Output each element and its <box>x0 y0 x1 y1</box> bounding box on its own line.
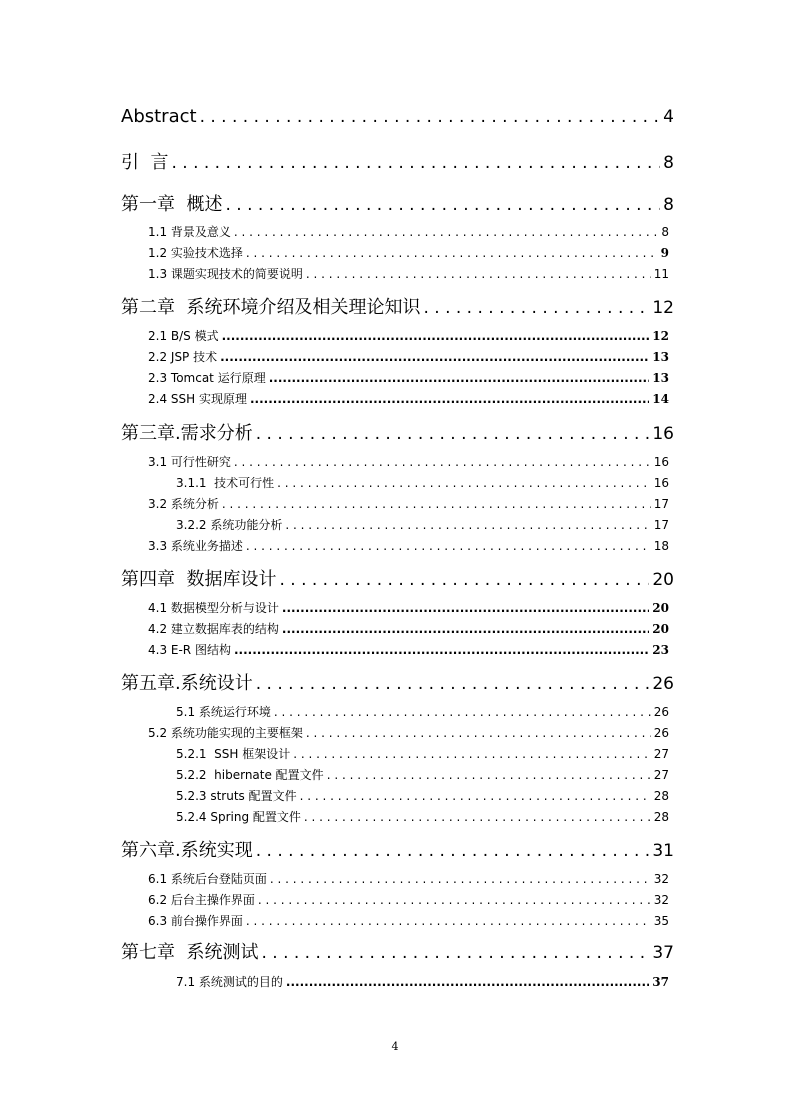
toc-entry-title: 5.2.2 hibernate 配置文件 <box>176 768 324 782</box>
toc-entry-page: 31 <box>652 841 674 861</box>
dot-leader <box>327 768 651 782</box>
toc-entry-title: 第三章.需求分析 <box>121 423 253 444</box>
toc-entry-page: 16 <box>652 424 674 444</box>
toc-entry-page: 28 <box>653 789 669 803</box>
toc-entry-chapter-6[interactable] <box>121 836 674 862</box>
toc-entry-page: 35 <box>653 914 669 928</box>
dot-leader <box>300 789 651 803</box>
toc-entry-title: 6.1 系统后台登陆页面 <box>148 872 267 886</box>
dot-leader <box>256 674 650 694</box>
toc-entry-title: 2.3 Tomcat 运行原理 <box>148 371 266 385</box>
toc-entry-page: 27 <box>653 768 669 782</box>
dot-leader <box>282 622 649 636</box>
dot-leader <box>279 570 649 590</box>
toc-entry-title: 第二章 系统环境介绍及相关理论知识 <box>121 297 421 318</box>
dot-leader <box>282 601 649 615</box>
toc-entry-title: 5.2.3 struts 配置文件 <box>176 789 297 803</box>
toc-entry-page: 4 <box>663 107 674 127</box>
toc-entry-title: 3.2.2 系统功能分析 <box>176 518 283 532</box>
toc-entry-abstract[interactable] <box>121 106 674 127</box>
toc-entry-6-2[interactable] <box>148 891 669 908</box>
toc-entry-title: 引 言 <box>121 152 169 173</box>
toc-entry-2-4[interactable] <box>148 390 669 407</box>
dot-leader <box>234 643 649 657</box>
dot-leader <box>286 975 649 989</box>
toc-entry-4-3[interactable] <box>148 641 669 658</box>
toc-entry-title: 4.2 建立数据库表的结构 <box>148 622 279 636</box>
dot-leader <box>269 371 650 385</box>
toc-entry-2-2[interactable] <box>148 348 669 365</box>
toc-entry-page: 28 <box>653 810 669 824</box>
toc-entry-title: 3.2 系统分析 <box>148 497 219 511</box>
toc-entry-page: 37 <box>652 975 669 989</box>
toc-entry-title: 第五章.系统设计 <box>121 673 253 694</box>
toc-entry-title: 1.2 实验技术选择 <box>148 246 243 260</box>
toc-entry-page: 8 <box>663 153 674 173</box>
toc-entry-3-2[interactable] <box>148 495 669 512</box>
toc-entry-title: 第一章 概述 <box>121 194 223 215</box>
toc-entry-page: 8 <box>661 225 669 239</box>
toc-entry-7-1[interactable] <box>176 973 669 990</box>
dot-leader <box>285 518 650 532</box>
dot-leader <box>246 539 651 553</box>
toc-entry-introduction[interactable] <box>121 148 674 174</box>
dot-leader <box>274 705 651 719</box>
toc-entry-2-1[interactable] <box>148 327 669 344</box>
toc-entry-title: 5.1 系统运行环境 <box>176 705 271 719</box>
toc-entry-page: 9 <box>660 246 669 260</box>
toc-entry-page: 23 <box>652 643 669 657</box>
toc-entry-3-2-2[interactable] <box>176 516 669 533</box>
toc-entry-page: 32 <box>653 872 669 886</box>
dot-leader <box>222 329 650 343</box>
toc-entry-title: 6.3 前台操作界面 <box>148 914 243 928</box>
toc-entry-1-2[interactable] <box>148 244 669 261</box>
toc-entry-page: 8 <box>663 195 674 215</box>
dot-leader <box>423 298 649 318</box>
toc-entry-5-2-2[interactable] <box>176 766 669 783</box>
toc-entry-page: 18 <box>653 539 669 553</box>
toc-entry-6-1[interactable] <box>148 870 669 887</box>
toc-entry-page: 32 <box>653 893 669 907</box>
toc-entry-page: 17 <box>653 497 669 511</box>
dot-leader <box>256 424 650 444</box>
toc-entry-chapter-2[interactable] <box>121 293 674 319</box>
toc-entry-chapter-1[interactable] <box>121 190 674 216</box>
dot-leader <box>222 497 651 511</box>
dot-leader <box>234 225 658 239</box>
toc-entry-title: 第七章 系统测试 <box>121 942 259 963</box>
toc-entry-page: 13 <box>652 350 669 364</box>
toc-entry-chapter-5[interactable] <box>121 669 674 695</box>
toc-entry-page: 12 <box>652 298 674 318</box>
toc-entry-title: 3.3 系统业务描述 <box>148 539 243 553</box>
toc-entry-title: 2.2 JSP 技术 <box>148 350 218 364</box>
toc-entry-3-1[interactable] <box>148 453 669 470</box>
toc-entry-chapter-7[interactable] <box>121 938 674 964</box>
toc-entry-1-3[interactable] <box>148 265 669 282</box>
toc-entry-4-1[interactable] <box>148 599 669 616</box>
dot-leader <box>304 810 651 824</box>
toc-entry-page: 26 <box>653 726 669 740</box>
toc-entry-title: 第六章.系统实现 <box>121 840 253 861</box>
toc-entry-title: 2.1 B/S 模式 <box>148 329 219 343</box>
dot-leader <box>250 392 649 406</box>
toc-entry-page: 26 <box>652 674 674 694</box>
toc-entry-title: 3.1.1 技术可行性 <box>176 476 275 490</box>
toc-entry-page: 11 <box>653 267 669 281</box>
toc-entry-6-3[interactable] <box>148 912 669 929</box>
dot-leader <box>225 195 660 215</box>
page-number: 4 <box>391 1040 399 1053</box>
toc-entry-page: 12 <box>652 329 669 343</box>
dot-leader <box>306 726 651 740</box>
toc-entry-title: Abstract <box>121 106 197 127</box>
dot-leader <box>293 747 650 761</box>
toc-entry-title: 5.2.1 SSH 框架设计 <box>176 747 291 761</box>
toc-entry-5-2-4[interactable] <box>176 808 669 825</box>
toc-entry-5-2-1[interactable] <box>176 745 669 762</box>
toc-entry-title: 第四章 数据库设计 <box>121 569 277 590</box>
toc-entry-page: 37 <box>652 943 674 963</box>
toc-entry-1-1[interactable] <box>148 223 669 240</box>
toc-entry-title: 4.1 数据模型分析与设计 <box>148 601 279 615</box>
toc-entry-3-1-1[interactable] <box>176 474 669 491</box>
toc-entry-title: 3.1 可行性研究 <box>148 455 231 469</box>
toc-entry-title: 6.2 后台主操作界面 <box>148 893 255 907</box>
dot-leader <box>200 107 661 127</box>
toc-entry-chapter-3[interactable] <box>121 419 674 445</box>
toc-entry-4-2[interactable] <box>148 620 669 637</box>
dot-leader <box>258 893 651 907</box>
dot-leader <box>246 246 658 260</box>
toc-entry-page: 27 <box>653 747 669 761</box>
dot-leader <box>234 455 651 469</box>
toc-entry-page: 20 <box>652 570 674 590</box>
toc-entry-title: 2.4 SSH 实现原理 <box>148 392 247 406</box>
dot-leader <box>277 476 651 490</box>
dot-leader <box>270 872 651 886</box>
toc-entry-5-2[interactable] <box>148 724 669 741</box>
toc-entry-title: 4.3 E-R 图结构 <box>148 643 231 657</box>
dot-leader <box>246 914 651 928</box>
toc-entry-title: 5.2.4 Spring 配置文件 <box>176 810 301 824</box>
dot-leader <box>171 153 660 173</box>
toc-entry-5-1[interactable] <box>176 703 669 720</box>
toc-entry-title: 1.3 课题实现技术的简要说明 <box>148 267 303 281</box>
toc-entry-5-2-3[interactable] <box>176 787 669 804</box>
toc-entry-page: 13 <box>652 371 669 385</box>
toc-entry-page: 26 <box>653 705 669 719</box>
toc-entry-page: 20 <box>652 601 669 615</box>
toc-entry-page: 17 <box>653 518 669 532</box>
dot-leader <box>256 841 650 861</box>
dot-leader <box>220 350 649 364</box>
dot-leader <box>306 267 651 281</box>
toc-entry-page: 14 <box>652 392 669 406</box>
toc-entry-title: 7.1 系统测试的目的 <box>176 975 283 989</box>
toc-entry-page: 16 <box>653 455 669 469</box>
toc-entry-title: 1.1 背景及意义 <box>148 225 231 239</box>
toc-entry-chapter-4[interactable] <box>121 565 674 591</box>
toc-entry-3-3[interactable] <box>148 537 669 554</box>
toc-entry-title: 5.2 系统功能实现的主要框架 <box>148 726 303 740</box>
toc-entry-2-3[interactable] <box>148 369 669 386</box>
dot-leader <box>261 943 649 963</box>
toc-entry-page: 16 <box>653 476 669 490</box>
toc-entry-page: 20 <box>652 622 669 636</box>
